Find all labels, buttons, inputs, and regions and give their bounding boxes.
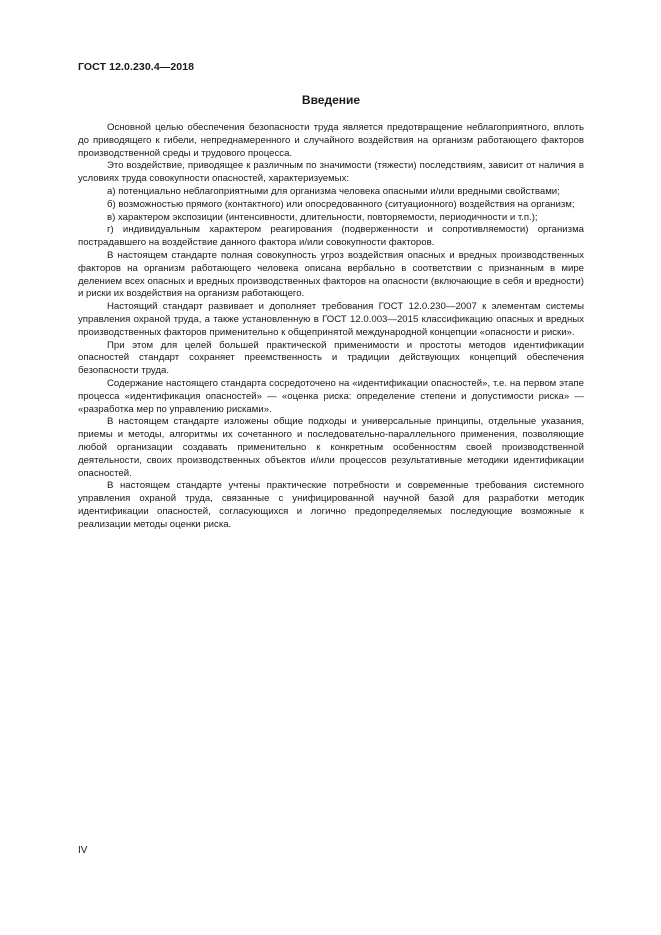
paragraph: Настоящий стандарт развивает и дополняет требования ГОСТ 12.0.230—2007 к элементам системы управления охраной труда, а также установленную в ГОСТ 12.0.003—2015 классификацию опасных и вредных производственных факторов применительно к общепринятой международной концепции «опасности и риски». xyxy=(78,301,584,338)
paragraph: В настоящем стандарте учтены практические потребности и современные требования системного управления охраной труда, связанные с унифицированной научной базой для разработки методик идентификации опасностей, согласующихся и логично предопределяемых последующие возможные к реализации методы оценки риска. xyxy=(78,480,584,530)
paragraph: В настоящем стандарте полная совокупность угроз воздействия опасных и вредных производственных факторов на организм работающего человека описана вербально в соответствии с признанным в мире делением всех опасных и вредных производственных факторов на опасности (включающие в себя и вредности) и риски их воздействия на организм работающего. xyxy=(78,249,584,300)
section-title: Введение xyxy=(301,93,361,107)
paragraph: Основной целью обеспечения безопасности труда является предотвращение неблагоприятного, вплоть до приводящего к гибели, непреднамеренного и случайного воздействия на организм работающего факторов производственной среды и трудового процесса. xyxy=(78,122,584,159)
paragraph: В настоящем стандарте изложены общие подходы и универсальные принципы, отдельные указания, приемы и методы, алгоритмы их сочетанного и последовательно-параллельного применения, позволяющие любой организации создавать применительно к конкретным особенностям своей производственной деятельности, своих производственных объектов и/или процессов результативные методики идентификации опасностей. xyxy=(78,416,584,479)
section-body xyxy=(78,122,584,532)
paragraph: При этом для целей большей практической применимости и простоты методов идентификации опасностей стандарт сохраняет преемственность и традиции действующих концепций обеспечения безопасности труда. xyxy=(78,339,584,377)
document-header: ГОСТ 12.0.230.4—2018 xyxy=(78,61,195,73)
list-item: б) возможностью прямого (контактного) или опосредованного (ситуационного) воздействия на организм; xyxy=(107,198,575,210)
page-number: IV xyxy=(78,845,88,856)
list-item: г) индивидуальным характером реагирования (подверженности и сопротивляемости) организма пострадавшего на воздействие данного фактора и/или совокупности факторов. xyxy=(78,224,584,249)
list-item: а) потенциально неблагоприятными для организма человека опасными и/или вредными свойствами; xyxy=(107,185,560,197)
paragraph: Содержание настоящего стандарта сосредоточено на «идентификации опасностей», т.е. на первом этапе процесса «идентификация опасностей» — «оценка риска: определение степени и допустимости риска» — «разработка мер по управлению рисками». xyxy=(78,377,584,415)
list-item: в) характером экспозиции (интенсивности, длительности, повторяемости, периодичности и т.п.); xyxy=(107,211,538,223)
paragraph: Это воздействие, приводящее к различным по значимости (тяжести) последствиям, зависит от наличия в условиях труда совокупности опасностей, характеризуемых: xyxy=(78,160,584,185)
